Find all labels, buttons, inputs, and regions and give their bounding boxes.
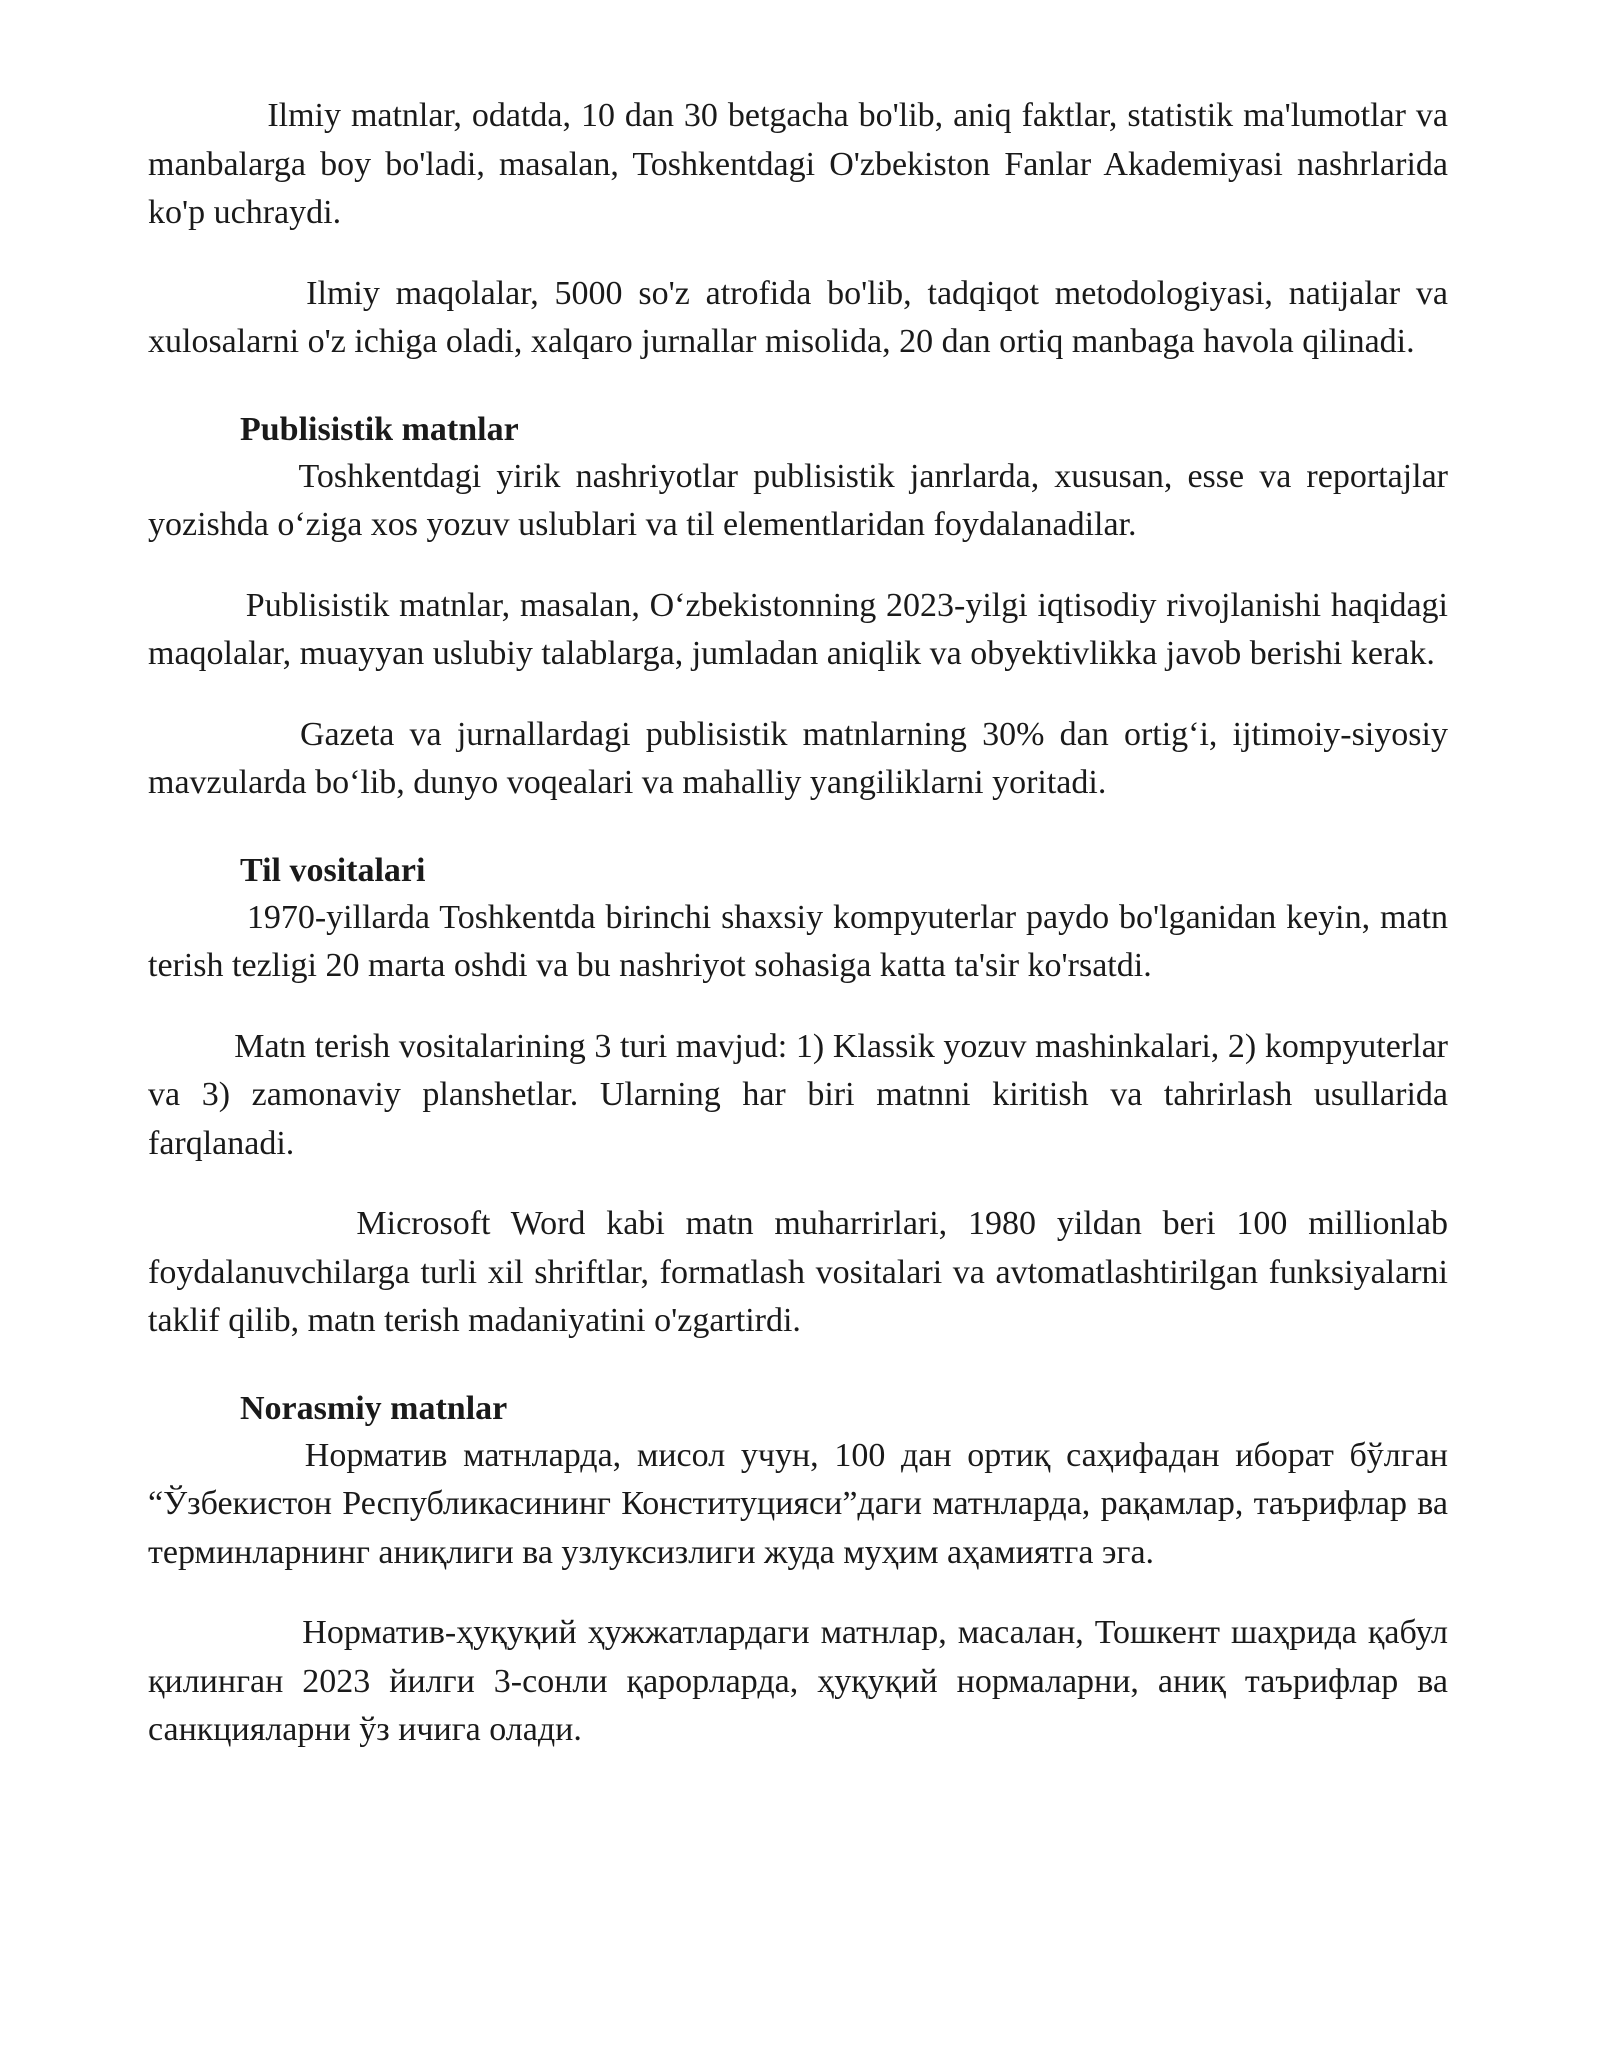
paragraph-publisistik-matnlar: Publisistik matnlar, masalan, O‘zbekistonning 2023-yilgi iqtisodiy rivojlanishi haqidagi maqolalar, muayyan uslubiy talablarga, jumladan aniqlik va obyektivlikka javob berishi kerak. [148,586,1448,672]
paragraph-kompyuterlar: 1970-yillarda Toshkentda birinchi shaxsiy kompyuterlar paydo bo'lganidan keyin, matn terish tezligi 20 marta oshdi va bu nashriyot sohasiga katta ta'sir ko'rsatdi. [148,898,1448,984]
paragraph-ilmiy-maqolalar: Ilmiy maqolalar, 5000 so'z atrofida bo'lib, tadqiqot metodologiyasi, natijalar va xulosalarni o'z ichiga oladi, xalqaro jurnallar misolida, 20 dan ortiq manbaga havola qilinadi. [148,274,1448,360]
paragraph-gazeta-jurnallar: Gazeta va jurnallardagi publisistik matnlarning 30% dan ortig‘i, ijtimoiy-siyosiy mavzularda bo‘lib, dunyo voqealari va mahalliy yangiliklarni yoritadi. [148,715,1448,801]
paragraph-normativ-huquqiy: Норматив-ҳуқуқий ҳужжатлардаги матнлар, масалан, Тошкент шаҳрида қабул қилинган 2023 йилги 3-сонли қарорларда, ҳуқуқий нормаларни, аниқ таърифлар ва санкцияларни ўз ичига олади. [148,1614,1448,1748]
paragraph-ilmiy-matnlar: Ilmiy matnlar, odatda, 10 dan 30 betgacha bo'lib, aniq faktlar, statistik ma'lumotlar va manbalarga boy bo'ladi, masalan, Toshkentdagi O'zbekiston Fanlar Akademiyasi nashrlarida ko'p uchraydi. [148,97,1448,231]
heading-norasmiy-matnlar: Norasmiy matnlar [240,1389,508,1427]
document-page [148,92,1448,1755]
paragraph-matn-terish-vositalari: Matn terish vositalarining 3 turi mavjud: 1) Klassik yozuv mashinkalari, 2) kompyuterlar va 3) zamonaviy planshetlar. Ularning har biri matnni kiritish va tahrirlash usullarida farqlanadi. [148,1027,1448,1162]
paragraph-normativ-matnlar: Норматив матнларда, мисол учун, 100 дан ортиқ саҳифадан иборат бўлган “Ўзбекистон Республикасининг Конституцияси”даги матнларда, рақамлар, таърифлар ва терминларнинг аниқлиги ва узлуксизлиги жуда муҳим аҳамиятга эга. [148,1436,1448,1571]
heading-publisistik-matnlar: Publisistik matnlar [240,410,519,448]
heading-til-vositalari: Til vositalari [240,851,426,889]
paragraph-nashriyotlar: Toshkentdagi yirik nashriyotlar publisistik janrlarda, xususan, esse va reportajlar yozishda o‘ziga xos yozuv uslublari va til elementlaridan foydalanadilar. [148,457,1448,543]
paragraph-microsoft-word: Microsoft Word kabi matn muharrirlari, 1980 yildan beri 100 millionlab foydalanuvchilarga turli xil shriftlar, formatlash vositalari va avtomatlashtirilgan funksiyalarni taklif qilib, matn terish madaniyatini o'zgartirdi. [148,1205,1448,1339]
